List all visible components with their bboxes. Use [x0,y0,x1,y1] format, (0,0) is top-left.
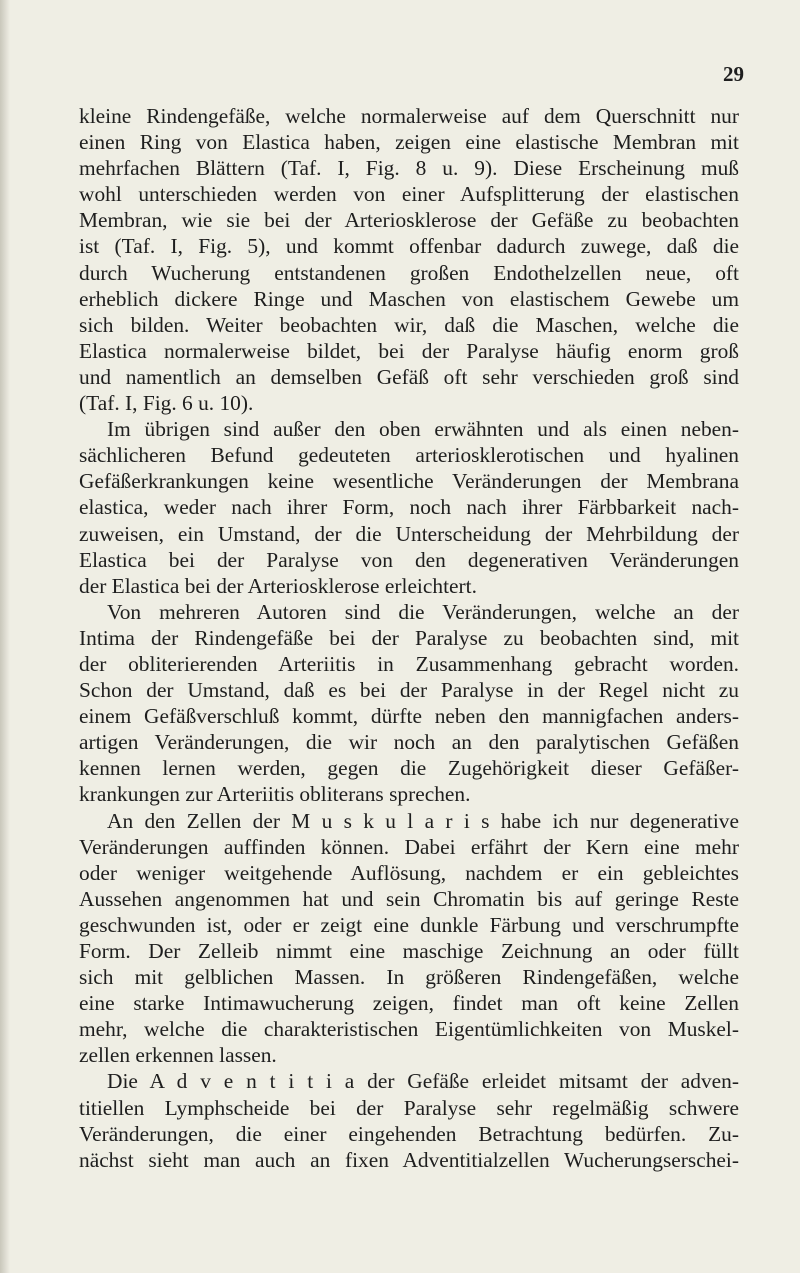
text-line: und namentlich an demselben Gefäß oft sehr verschieden groß sind [79,364,739,389]
text-line: Gefäßerkrankungen keine wesentliche Veränderungen der Membrana [79,469,739,494]
text-line: der obliterierenden Arteriitis in Zusammenhang gebracht worden. [79,651,739,676]
text-line: Elastica bei der Paralyse von den degenerativen Veränderungen [79,547,739,572]
text-line: Schon der Umstand, daß es bei der Paralyse in der Regel nicht zu [79,678,739,703]
text-line: titiellen Lymphscheide bei der Paralyse sehr regelmäßig schwere [79,1095,739,1120]
body-text [79,103,739,1173]
text-line: ist (Taf. I, Fig. 5), und kommt offenbar dadurch zuwege, daß die [79,234,739,259]
text-line: Die A d v e n t i t i a der Gefäße erleidet mitsamt der adven- [107,1069,739,1094]
text-line: An den Zellen der M u s k u l a r i s habe ich nur degenerative [107,808,739,833]
text-line: sächlicheren Befund gedeuteten arteriosklerotischen und hyalinen [79,443,739,468]
text-line: zellen erkennen lassen. [79,1043,277,1068]
text-line: Form. Der Zelleib nimmt eine maschige Zeichnung an oder füllt [79,939,739,963]
text-line: der Elastica bei der Arteriosklerose erleichtert. [79,573,477,598]
text-line: Intima der Rindengefäße bei der Paralyse zu beobachten sind, mit [79,625,739,650]
text-line: eine starke Intimawucherung zeigen, findet man oft keine Zellen [79,991,739,1016]
text-line: sich mit gelblichen Massen. In größeren Rindengefäßen, welche [79,965,739,990]
text-line: zuweisen, ein Umstand, der die Unterscheidung der Mehrbildung der [79,521,739,546]
text-line: sich bilden. Weiter beobachten wir, daß die Maschen, welche die [79,312,739,337]
text-line: Membran, wie sie bei der Arteriosklerose der Gefäße zu beobachten [79,208,739,233]
text-line: einen Ring von Elastica haben, zeigen eine elastische Membran mit [79,130,739,155]
page-edge-shadow [0,0,10,1273]
text-line: Veränderungen auffinden können. Dabei erfährt der Kern eine mehr [79,834,739,859]
text-line: krankungen zur Arteriitis obliterans sprechen. [79,782,471,807]
text-line: oder weniger weitgehende Auflösung, nachdem er ein gebleichtes [79,860,739,885]
text-line: mehr, welche die charakteristischen Eigentümlichkeiten von Muskel- [79,1017,739,1042]
text-line: erheblich dickere Ringe und Maschen von elastischem Gewebe um [79,286,739,311]
text-line: kleine Rindengefäße, welche normalerweise auf dem Querschnitt nur [79,104,739,128]
text-line: Elastica normalerweise bildet, bei der Paralyse häufig enorm groß [79,338,739,363]
text-line: Von mehreren Autoren sind die Veränderungen, welche an der [107,599,739,624]
text-line: einem Gefäßverschluß kommt, dürfte neben den mannigfachen anders- [79,704,739,729]
text-line: durch Wucherung entstandenen großen Endothelzellen neue, oft [79,260,739,285]
text-line: kennen lernen werden, gegen die Zugehörigkeit dieser Gefäßer- [79,756,739,781]
text-line: geschwunden ist, oder er zeigt eine dunkle Färbung und verschrumpfte [79,912,739,937]
text-line: nächst sieht man auch an fixen Adventitialzellen Wucherungserschei- [79,1147,739,1172]
text-line: wohl unterschieden werden von einer Aufsplitterung der elastischen [79,182,739,207]
text-line: elastica, weder nach ihrer Form, noch nach ihrer Färbbarkeit nach- [79,495,739,520]
text-line: mehrfachen Blättern (Taf. I, Fig. 8 u. 9). Diese Erscheinung muß [79,156,739,181]
text-line: Veränderungen, die einer eingehenden Betrachtung bedürfen. Zu- [79,1121,739,1146]
page-number: 29 [723,62,744,86]
text-line: Im übrigen sind außer den oben erwähnten und als einen neben- [107,417,739,442]
text-line: artigen Veränderungen, die wir noch an den paralytischen Gefäßen [79,730,739,755]
text-line: (Taf. I, Fig. 6 u. 10). [79,391,254,416]
text-line: Aussehen angenommen hat und sein Chromatin bis auf geringe Reste [79,886,739,911]
